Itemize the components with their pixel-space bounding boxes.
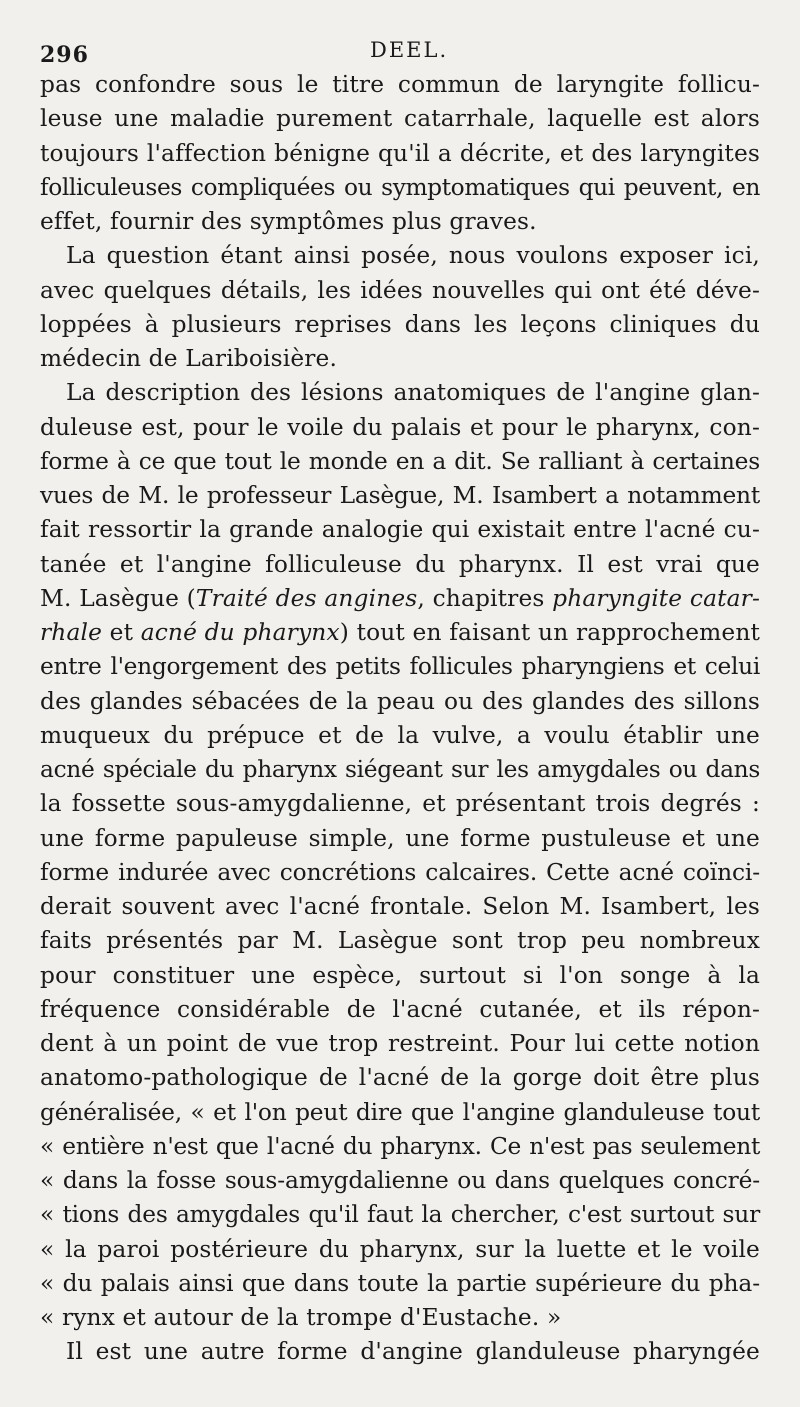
text-run: M. Lasègue (: [40, 584, 196, 612]
text-line: « tions des amygdales qu'il faut la chercher, c'est surtout sur: [40, 1201, 760, 1229]
text-line: « rynx et autour de la trompe d'Eustache. »: [40, 1304, 562, 1331]
text-run: et: [102, 619, 141, 646]
paragraph: [40, 376, 760, 1335]
text-run: ) tout en faisant un rapprochement: [339, 619, 760, 646]
text-line: fréquence considérable de l'acné cutanée, et ils répon-: [40, 995, 760, 1023]
text-line: [40, 616, 760, 650]
text-line: tanée et l'angine folliculeuse du pharynx. Il est vrai que: [40, 550, 760, 578]
italic-title: acné du pharynx: [140, 619, 340, 646]
text-line: loppées à plusieurs reprises dans les leçons cliniques du: [40, 310, 760, 338]
text-line: « dans la fosse sous-amygdalienne ou dans quelques concré-: [40, 1167, 760, 1194]
text-line: dent à un point de vue trop restreint. Pour lui cette notion: [40, 1030, 760, 1057]
text-line: muqueux du prépuce et de la vulve, a voulu établir une: [40, 721, 760, 749]
text-line: leuse une maladie purement catarrhale, laquelle est alors: [40, 105, 760, 133]
paragraph: [40, 1335, 760, 1369]
text-line: duleuse est, pour le voile du palais et pour le pharynx, con-: [40, 413, 760, 441]
text-line: [40, 582, 760, 616]
body-text: [40, 68, 760, 1370]
text-line: médecin de Lariboisière.: [40, 345, 338, 372]
italic-title: rhale: [40, 619, 103, 646]
text-line: « entière n'est que l'acné du pharynx. Ce n'est pas seulement: [40, 1132, 760, 1160]
text-run: , chapitres: [417, 584, 553, 612]
text-line: généralisée, « et l'on peut dire que l'angine glanduleuse tout: [40, 1098, 760, 1126]
text-line: effet, fournir des symptômes plus graves.: [40, 208, 537, 235]
text-line: des glandes sébacées de la peau ou des glandes des sillons: [40, 687, 760, 715]
text-line: la fossette sous-amygdalienne, et présentant trois degrés :: [40, 790, 760, 818]
text-line: « du palais ainsi que dans toute la partie supérieure du pha-: [40, 1269, 760, 1297]
text-line: pas confondre sous le titre commun de laryngite follicu-: [40, 71, 760, 98]
text-line: Il est une autre forme d'angine glanduleuse pharyngée: [66, 1338, 760, 1366]
italic-title: Traité des angines: [195, 584, 418, 612]
text-line: vues de M. le professeur Lasègue, M. Isambert a notamment: [40, 482, 760, 509]
text-line: pour constituer une espèce, surtout si l'on songe à la: [40, 961, 760, 989]
paragraph: [40, 239, 760, 376]
running-title: DEEL.: [370, 38, 449, 62]
text-line: forme indurée avec concrétions calcaires. Cette acné coïnci-: [40, 858, 760, 886]
text-line: La question étant ainsi posée, nous voulons exposer ici,: [66, 242, 760, 270]
text-line: forme à ce que tout le monde en a dit. Se ralliant à certaines: [40, 447, 760, 475]
text-line: « la paroi postérieure du pharynx, sur la luette et le voile: [40, 1235, 760, 1263]
text-line: avec quelques détails, les idées nouvelles qui ont été déve-: [40, 276, 760, 304]
text-line: toujours l'affection bénigne qu'il a décrite, et des laryngites: [40, 139, 760, 167]
text-line: La description des lésions anatomiques de l'angine glan-: [66, 379, 760, 407]
paragraph: [40, 68, 760, 239]
page-number: 296: [40, 42, 89, 68]
text-line: fait ressortir la grande analogie qui existait entre l'acné cu-: [40, 516, 760, 544]
text-line: faits présentés par M. Lasègue sont trop peu nombreux: [40, 927, 760, 955]
text-line: derait souvent avec l'acné frontale. Selon M. Isambert, les: [40, 893, 760, 920]
text-line: acné spéciale du pharynx siégeant sur les amygdales ou dans: [40, 756, 760, 783]
text-line: anatomo-pathologique de l'acné de la gorge doit être plus: [40, 1064, 760, 1092]
text-line: une forme papuleuse simple, une forme pustuleuse et une: [40, 824, 760, 852]
italic-title: pharyngite catar-: [552, 584, 760, 612]
text-line: entre l'engorgement des petits follicules pharyngiens et celui: [40, 653, 760, 681]
text-line: folliculeuses compliquées ou symptomatiques qui peuvent, en: [40, 173, 760, 201]
